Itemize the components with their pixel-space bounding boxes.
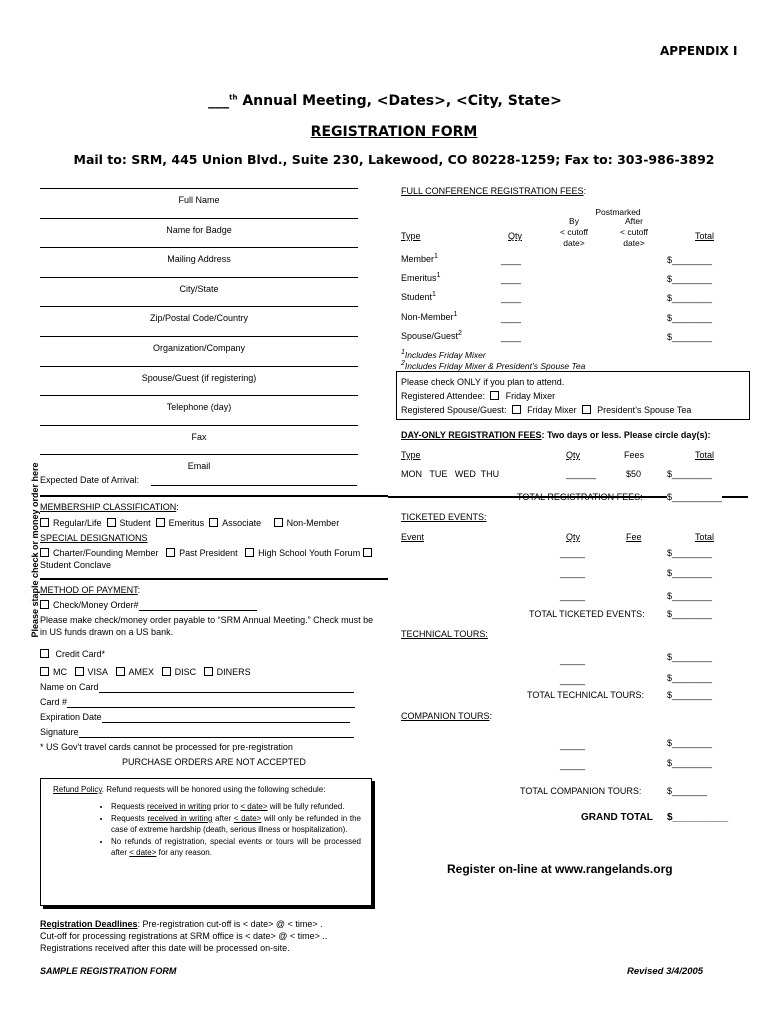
payment-title: METHOD OF PAYMENT bbox=[40, 585, 138, 595]
technical-qty-input[interactable]: _____ bbox=[560, 655, 586, 665]
checkbox-icon[interactable] bbox=[40, 518, 49, 527]
fax-label: Fax bbox=[191, 431, 207, 442]
organization-input[interactable] bbox=[40, 336, 358, 337]
refund-intro: Refund Policy. Refund requests will be honored using the following schedule: bbox=[53, 785, 326, 794]
meeting-number-blank: ___ bbox=[208, 93, 230, 109]
spouse-guest-label: Spouse/Guest (if registering) bbox=[141, 372, 257, 383]
check-note: Please make check/money order payable to “SRM Annual Meeting.” Check must be in US funds drawn on a US bank. bbox=[40, 615, 374, 637]
card-option-disc[interactable]: DISC bbox=[162, 667, 197, 677]
membership-options bbox=[40, 518, 385, 528]
total-reg-input[interactable]: $__________ bbox=[667, 492, 723, 502]
arrival-label: Expected Date of Arrival: bbox=[40, 475, 140, 485]
attendee-friday-mixer[interactable]: Friday Mixer bbox=[490, 391, 555, 401]
ticketed-total-input[interactable]: $________ bbox=[667, 591, 713, 601]
refund-item: • Requests received in writing prior to < date> will be fully refunded. bbox=[111, 802, 361, 813]
expiration-row bbox=[40, 711, 385, 723]
companion-title: COMPANION TOURS bbox=[401, 711, 490, 721]
staple-note: Please staple check or money order here bbox=[30, 462, 40, 638]
day-only-subtitle: : Two days or less. Please circle day(s): bbox=[541, 430, 711, 440]
fee-total-input[interactable]: $________ bbox=[667, 255, 713, 265]
spouse-tea[interactable]: President’s Spouse Tea bbox=[582, 405, 692, 415]
checkbox-icon[interactable] bbox=[166, 548, 175, 557]
fees-col-type: Type bbox=[401, 231, 421, 241]
deadlines-line1: : Pre-registration cut-off is < date> @ < time> . bbox=[137, 919, 323, 929]
membership-option-nonmember[interactable]: Non-Member bbox=[274, 518, 340, 528]
fax-input[interactable] bbox=[40, 425, 358, 426]
card-option-diners[interactable]: DINERS bbox=[204, 667, 251, 677]
day-only-title-row bbox=[401, 430, 710, 440]
fee-type: Non-Member$^1$ bbox=[401, 311, 458, 322]
deadlines-line3: Registrations received after this date will be processed on-site. bbox=[40, 943, 290, 953]
fee-type: Emeritus$^1$ bbox=[401, 272, 441, 283]
divider-membership bbox=[40, 495, 388, 497]
check-option[interactable]: Check/Money Order# bbox=[40, 599, 385, 611]
ticketed-col-total: Total bbox=[695, 532, 715, 542]
grand-total-label: GRAND TOTAL bbox=[581, 812, 653, 823]
day-only-title: DAY-ONLY REGISTRATION FEES bbox=[401, 430, 542, 440]
city-state-label: City/State bbox=[179, 283, 219, 294]
signature-row bbox=[40, 726, 385, 738]
organization-label: Organization/Company bbox=[152, 343, 246, 353]
attend-box bbox=[396, 371, 750, 420]
full-name-label: Full Name bbox=[178, 195, 220, 205]
companion-total-input[interactable]: $________ bbox=[667, 738, 713, 748]
day-col-qty: Qty bbox=[566, 450, 581, 460]
checkbox-icon[interactable] bbox=[116, 667, 125, 676]
check-number-input[interactable] bbox=[139, 610, 257, 611]
fee-total-input[interactable]: $________ bbox=[667, 293, 713, 303]
deadlines-title: Registration Deadlines bbox=[40, 919, 138, 929]
fee-type: Student$^1$ bbox=[401, 291, 436, 302]
payment-section bbox=[40, 584, 385, 768]
checkbox-icon[interactable] bbox=[156, 518, 165, 527]
email-label: Email bbox=[187, 461, 211, 472]
card-number-input[interactable] bbox=[67, 707, 355, 708]
checkbox-icon[interactable] bbox=[490, 391, 499, 400]
total-ticketed-label: TOTAL TICKETED EVENTS: bbox=[529, 609, 645, 619]
ticketed-qty-input[interactable]: _____ bbox=[560, 548, 586, 558]
postmarked-header: Postmarked bbox=[595, 207, 641, 217]
po-note: PURCHASE ORDERS ARE NOT ACCEPTED bbox=[122, 757, 306, 767]
special-option-conclave[interactable]: Student Conclave bbox=[40, 548, 376, 570]
total-companion-input[interactable]: $_______ bbox=[667, 786, 708, 796]
telephone-label: Telephone (day) bbox=[166, 402, 232, 413]
refund-box bbox=[40, 778, 372, 906]
city-state-input[interactable] bbox=[40, 277, 358, 278]
mailing-address-input[interactable] bbox=[40, 247, 358, 248]
day-options[interactable]: MON TUE WED THU bbox=[401, 469, 500, 479]
membership-colon: : bbox=[176, 502, 179, 512]
deadlines-line2: Cut-off for processing registrations at SRM office is < date> @ < time> .. bbox=[40, 931, 328, 941]
total-technical-label: TOTAL TECHNICAL TOURS: bbox=[527, 690, 645, 700]
checkbox-icon[interactable] bbox=[209, 518, 218, 527]
payment-colon: : bbox=[137, 585, 141, 595]
day-fee: $50 bbox=[626, 469, 642, 479]
checkbox-icon[interactable] bbox=[582, 405, 591, 414]
technical-qty-input[interactable]: _____ bbox=[560, 675, 586, 685]
zip-country-label: Zip/Postal Code/Country bbox=[149, 313, 249, 324]
checkbox-icon[interactable] bbox=[75, 667, 84, 676]
fee-qty-input[interactable]: ____ bbox=[501, 293, 522, 303]
total-reg-label: TOTAL REGISTRATION FEES: bbox=[517, 492, 643, 502]
name-on-card-label: Name on Card bbox=[40, 682, 99, 692]
checkbox-icon[interactable] bbox=[274, 518, 283, 527]
card-number-label: Card # bbox=[40, 697, 68, 707]
checkbox-icon[interactable] bbox=[40, 667, 49, 676]
zip-country-input[interactable] bbox=[40, 306, 358, 307]
membership-option-student[interactable]: Student bbox=[107, 518, 151, 528]
refund-list bbox=[97, 802, 361, 859]
card-option-visa[interactable]: VISA bbox=[75, 667, 109, 677]
fee-type: Member$^1$ bbox=[401, 253, 438, 264]
fee-qty-input[interactable]: ____ bbox=[501, 332, 522, 342]
fee-type: Spouse/Guest$^2$ bbox=[401, 330, 462, 341]
card-type-options bbox=[40, 666, 385, 678]
day-qty-input[interactable]: ______ bbox=[566, 469, 597, 479]
day-total-input[interactable]: $________ bbox=[667, 469, 713, 479]
name-on-card-row bbox=[40, 681, 385, 693]
deadlines bbox=[40, 918, 327, 954]
mailing-address-label: Mailing Address bbox=[167, 254, 231, 265]
checkbox-icon[interactable] bbox=[40, 600, 49, 609]
footer-right: Revised 3/4/2005 bbox=[627, 966, 704, 977]
arrival-row bbox=[40, 475, 139, 485]
checkbox-icon[interactable] bbox=[107, 518, 116, 527]
total-technical-input[interactable]: $________ bbox=[667, 690, 713, 700]
checkbox-icon[interactable] bbox=[204, 667, 213, 676]
checkbox-icon[interactable] bbox=[512, 405, 521, 414]
spouse-friday-mixer[interactable]: Friday Mixer bbox=[512, 405, 577, 415]
email-input[interactable] bbox=[40, 454, 358, 455]
meeting-details: Annual Meeting, <Dates>, <City, State> bbox=[242, 93, 562, 109]
day-col-fees: Fees bbox=[624, 450, 645, 460]
fee-note-2: $^2$Includes Friday Mixer & President’s Spouse Tea bbox=[401, 360, 586, 371]
checkbox-icon[interactable] bbox=[40, 649, 49, 658]
ticketed-title: TICKETED EVENTS: bbox=[401, 512, 487, 522]
checkbox-icon[interactable] bbox=[363, 548, 372, 557]
fee-qty-input[interactable]: ____ bbox=[501, 274, 522, 284]
mail-address: Mail to: SRM, 445 Union Blvd., Suite 230, Lakewood, CO 80228-1259; Fax to: 303-986-3892 bbox=[73, 152, 715, 167]
technical-total-input[interactable]: $________ bbox=[667, 673, 713, 683]
fee-total-input[interactable]: $________ bbox=[667, 313, 713, 323]
expiration-label: Expiration Date bbox=[40, 712, 102, 722]
name-on-card-input[interactable] bbox=[99, 692, 354, 693]
telephone-input[interactable] bbox=[40, 395, 358, 396]
attend-instruction: Please check ONLY if you plan to attend. bbox=[401, 377, 565, 387]
fees-title-row: FULL CONFERENCE REGISTRATION FEES: bbox=[401, 186, 587, 196]
signature-label: Signature bbox=[40, 727, 79, 737]
ticketed-total-input[interactable]: $________ bbox=[667, 548, 713, 558]
full-name-input[interactable] bbox=[40, 188, 358, 189]
register-online: Register on-line at www.rangelands.org bbox=[447, 862, 673, 876]
total-companion-label: TOTAL COMPANION TOURS: bbox=[520, 786, 642, 796]
membership-title: MEMBERSHIP CLASSIFICATION bbox=[40, 502, 177, 512]
day-col-total: Total bbox=[695, 450, 715, 460]
attendee-row: Registered Attendee: Friday Mixer bbox=[401, 391, 556, 401]
grand-total-input[interactable]: $__________ bbox=[667, 812, 729, 823]
appendix-label: APPENDIX I bbox=[660, 44, 738, 58]
divider-payment bbox=[40, 578, 388, 580]
refund-item: • No refunds of registration, special events or tours will be processed after < date> for any reason. bbox=[111, 837, 361, 858]
membership-option-regular[interactable]: Regular/Life bbox=[40, 518, 102, 528]
after-header: After < cutoff date> bbox=[620, 216, 648, 248]
fees-col-qty: Qty bbox=[508, 231, 523, 241]
checkbox-icon[interactable] bbox=[40, 548, 49, 557]
expiration-input[interactable] bbox=[102, 722, 350, 723]
card-number-row bbox=[40, 696, 385, 708]
membership-section bbox=[40, 502, 385, 571]
technical-title: TECHNICAL TOURS: bbox=[401, 629, 488, 639]
arrival-input[interactable] bbox=[151, 485, 357, 486]
special-option-past-president[interactable]: Past President bbox=[166, 548, 238, 558]
fee-note-1: $^1$Includes Friday Mixer bbox=[401, 349, 486, 360]
special-title: SPECIAL DESIGNATIONS bbox=[40, 533, 148, 543]
badge-name-label: Name for Badge bbox=[166, 224, 232, 235]
refund-item: • Requests received in writing after < date> will only be refunded in the case of extreme hardship (death, serious illness or hospitalization). bbox=[111, 814, 361, 835]
gov-card-note: * US Gov't travel cards cannot be processed for pre-registration bbox=[40, 742, 293, 752]
credit-card-option[interactable]: Credit Card* bbox=[40, 648, 385, 660]
fee-total-input[interactable]: $________ bbox=[667, 274, 713, 284]
companion-qty-input[interactable]: _____ bbox=[560, 740, 586, 750]
badge-name-input[interactable] bbox=[40, 218, 358, 219]
checkbox-icon[interactable] bbox=[162, 667, 171, 676]
technical-total-input[interactable]: $________ bbox=[667, 652, 713, 662]
fee-qty-input[interactable]: ____ bbox=[501, 313, 522, 323]
card-option-amex[interactable]: AMEX bbox=[116, 667, 155, 677]
fees-col-total: Total bbox=[695, 231, 715, 241]
footer-left: SAMPLE REGISTRATION FORM bbox=[40, 966, 177, 976]
spouse-guest-input[interactable] bbox=[40, 366, 358, 367]
companion-total-input[interactable]: $________ bbox=[667, 758, 713, 768]
special-option-charter[interactable]: Charter/Founding Member bbox=[40, 548, 159, 558]
day-col-type: Type bbox=[401, 450, 421, 460]
ticketed-col-fee: Fee bbox=[626, 532, 642, 542]
membership-option-emeritus[interactable]: Emeritus bbox=[156, 518, 205, 528]
special-options bbox=[40, 547, 385, 571]
ticketed-qty-input[interactable]: _____ bbox=[560, 568, 586, 578]
signature-input[interactable] bbox=[79, 737, 354, 738]
refund-title: Refund Policy bbox=[53, 785, 102, 794]
ticketed-qty-input[interactable]: _____ bbox=[560, 591, 586, 601]
fee-total-input[interactable]: $________ bbox=[667, 332, 713, 342]
card-option-mc[interactable]: MC bbox=[40, 667, 67, 677]
special-option-youth-forum[interactable]: High School Youth Forum bbox=[245, 548, 360, 558]
membership-option-associate[interactable]: Associate bbox=[209, 518, 261, 528]
checkbox-icon[interactable] bbox=[245, 548, 254, 557]
fee-qty-input[interactable]: ____ bbox=[501, 255, 522, 265]
meeting-ordinal: th bbox=[229, 93, 238, 102]
meeting-title bbox=[0, 93, 770, 109]
fees-title: FULL CONFERENCE REGISTRATION FEES bbox=[401, 186, 584, 196]
by-header: By < cutoff date> bbox=[560, 216, 588, 248]
ticketed-total-input[interactable]: $________ bbox=[667, 568, 713, 578]
form-title: REGISTRATION FORM bbox=[310, 124, 478, 140]
total-ticketed-input[interactable]: $________ bbox=[667, 609, 713, 619]
ticketed-col-qty: Qty bbox=[566, 532, 581, 542]
ticketed-col-event: Event bbox=[401, 532, 425, 542]
spouse-row: Registered Spouse/Guest: Friday Mixer President’s Spouse Tea bbox=[401, 405, 692, 415]
companion-title-row: COMPANION TOURS: bbox=[401, 711, 493, 721]
companion-qty-input[interactable]: _____ bbox=[560, 760, 586, 770]
